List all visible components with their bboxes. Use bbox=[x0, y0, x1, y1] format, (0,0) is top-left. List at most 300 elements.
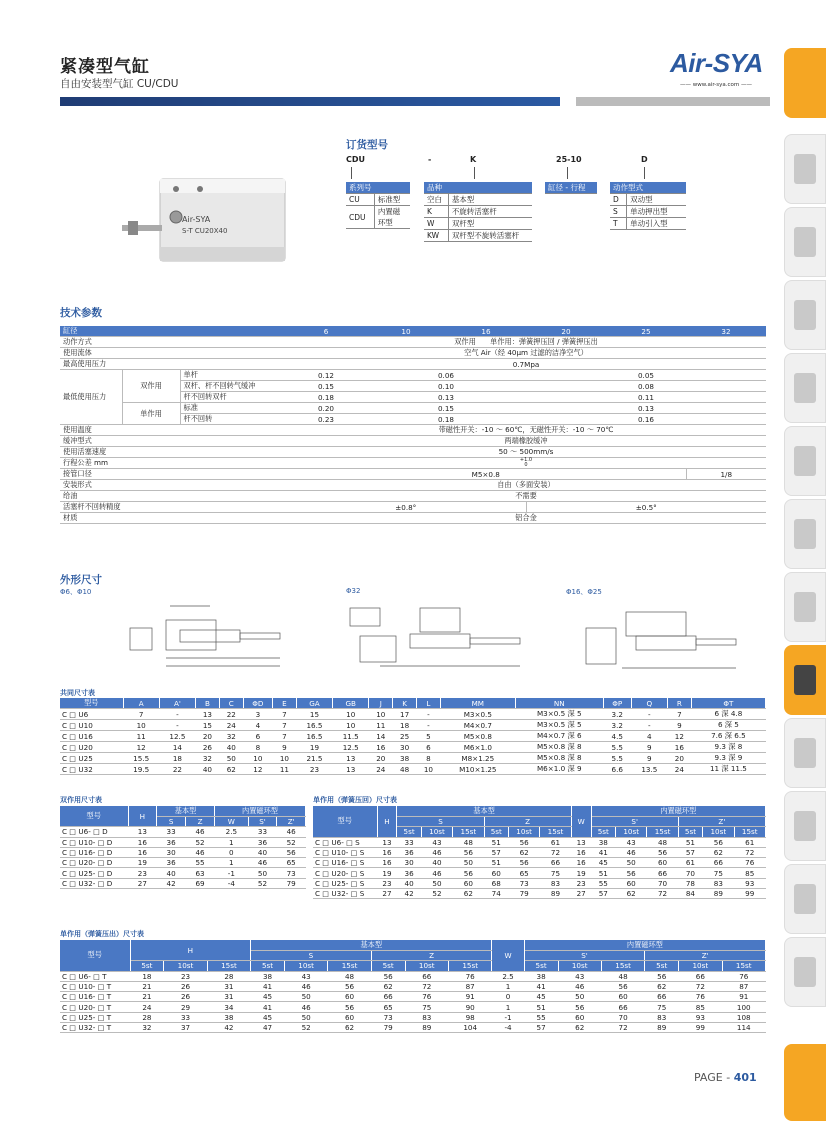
table-cell: - bbox=[159, 709, 195, 720]
table-cell: 5st bbox=[591, 827, 615, 837]
table-cell: 52 bbox=[186, 837, 215, 847]
table-cell: C □ U10- □ D bbox=[60, 837, 128, 847]
order-cell: 双杆型 bbox=[448, 218, 532, 230]
table-cell: 48 bbox=[601, 971, 644, 981]
table-cell: 60 bbox=[328, 992, 371, 1002]
table-row bbox=[60, 742, 766, 753]
table-cell: 51 bbox=[484, 837, 508, 847]
sidebar-category-tabs bbox=[784, 134, 826, 1010]
table-cell: 27 bbox=[377, 889, 397, 899]
table-cell: R bbox=[667, 698, 691, 709]
singleS-dims-table bbox=[313, 806, 766, 899]
table-cell: -1 bbox=[215, 868, 249, 878]
tech-row-label: 接管口径 bbox=[60, 469, 286, 480]
table-cell: 33 bbox=[397, 837, 421, 847]
table-cell: 50 bbox=[284, 1012, 327, 1022]
sidebar-tab-valve[interactable] bbox=[784, 353, 826, 423]
double-dims-table bbox=[60, 806, 306, 889]
table-cell: 23 bbox=[571, 878, 591, 888]
header-cell: 基本型 bbox=[157, 806, 215, 817]
table-cell: 5st bbox=[397, 827, 421, 837]
diagram-label-32: Φ32 bbox=[346, 587, 361, 595]
table-cell: 42 bbox=[207, 1023, 250, 1033]
table-cell: 13 bbox=[196, 709, 220, 720]
table-cell: - bbox=[417, 709, 441, 720]
order-cell: KW bbox=[424, 230, 448, 242]
table-cell: 62 bbox=[371, 981, 405, 991]
order-cell: 单动引入型 bbox=[627, 218, 686, 230]
tech-row-value: 0.16 bbox=[526, 414, 766, 425]
table-cell: 10 bbox=[243, 753, 272, 764]
table-row bbox=[313, 837, 766, 847]
table-cell: 30 bbox=[397, 858, 421, 868]
table-row bbox=[60, 1002, 766, 1012]
tech-row-label: 杆不回转双杆 bbox=[180, 392, 286, 403]
table-cell: 29 bbox=[164, 1002, 207, 1012]
table-cell: 22 bbox=[219, 709, 243, 720]
tech-row-value: 0.11 bbox=[526, 392, 766, 403]
table-cell: 22 bbox=[159, 764, 195, 775]
table-cell: 40 bbox=[219, 742, 243, 753]
table-cell: 16 bbox=[377, 858, 397, 868]
table-cell: 72 bbox=[405, 981, 448, 991]
table-cell: 10st bbox=[508, 827, 539, 837]
table-cell: 40 bbox=[397, 878, 421, 888]
tech-row-value: 两端橡胶缓冲 bbox=[286, 436, 766, 447]
table-cell: 37 bbox=[164, 1023, 207, 1033]
table-cell: 15st bbox=[207, 961, 250, 971]
table-cell: C □ U32- □ T bbox=[60, 1023, 130, 1033]
header-cell: H bbox=[130, 940, 251, 961]
table-cell: 24 bbox=[130, 1002, 164, 1012]
table-cell: 73 bbox=[371, 1012, 405, 1022]
table-cell: 17 bbox=[393, 709, 417, 720]
tech-row-value: M5×0.8 bbox=[286, 469, 686, 480]
table-cell: 43 bbox=[284, 971, 327, 981]
table-cell: 7 bbox=[273, 709, 297, 720]
table-cell: 89 bbox=[703, 889, 734, 899]
tech-row-label: 最高使用压力 bbox=[60, 359, 286, 370]
tech-row-label: 杆不回转 bbox=[180, 414, 286, 425]
table-cell: M4×0.7 bbox=[440, 720, 515, 731]
table-cell: C □ U16- □ S bbox=[313, 858, 377, 868]
order-series-table bbox=[346, 182, 410, 229]
table-cell: 85 bbox=[734, 868, 765, 878]
table-cell: 55 bbox=[186, 858, 215, 868]
tech-header-cell: 缸径 bbox=[60, 326, 286, 337]
tech-row-value: 0.18 bbox=[366, 414, 526, 425]
table-cell: 56 bbox=[277, 847, 306, 857]
order-series-header: 系列号 bbox=[346, 182, 410, 194]
order-cell: D bbox=[610, 194, 627, 206]
sidebar-tab-regulator[interactable] bbox=[784, 280, 826, 350]
tech-row-value: 1/8 bbox=[686, 469, 766, 480]
table-cell: 56 bbox=[558, 1002, 601, 1012]
table-cell: C □ U6- □ T bbox=[60, 971, 130, 981]
table-cell: 10 bbox=[123, 720, 159, 731]
table-cell: 10 bbox=[369, 709, 393, 720]
table-cell: ΦD bbox=[243, 698, 272, 709]
sidebar-tab-filter[interactable] bbox=[784, 134, 826, 204]
sidebar-tab-elbow[interactable] bbox=[784, 791, 826, 861]
header-cell: Z bbox=[484, 817, 571, 827]
table-cell: 16 bbox=[369, 742, 393, 753]
tech-row-value: 0.06 bbox=[366, 370, 526, 381]
table-cell: 33 bbox=[164, 1012, 207, 1022]
table-cell: 16 bbox=[571, 847, 591, 857]
table-cell: -1 bbox=[492, 1012, 524, 1022]
table-cell: 60 bbox=[453, 878, 484, 888]
table-row bbox=[60, 720, 766, 731]
table-cell: 9 bbox=[273, 742, 297, 753]
tech-row-label: 给油 bbox=[60, 491, 286, 502]
tech-row-label: 安装形式 bbox=[60, 480, 286, 491]
silencer-icon bbox=[794, 884, 816, 914]
table-cell: 63 bbox=[186, 868, 215, 878]
table-cell: 10st bbox=[421, 827, 452, 837]
accessory-icon bbox=[794, 957, 816, 987]
table-cell: 70 bbox=[601, 1012, 644, 1022]
table-cell: 47 bbox=[251, 1023, 285, 1033]
order-code-dash: - bbox=[428, 155, 432, 164]
table-cell: 46 bbox=[616, 847, 647, 857]
table-cell: C □ U6- □ D bbox=[60, 827, 128, 837]
table-cell: C □ U16- □ T bbox=[60, 992, 130, 1002]
order-tick bbox=[351, 167, 352, 179]
table-cell: 19 bbox=[571, 868, 591, 878]
table-cell: 76 bbox=[679, 992, 722, 1002]
table-cell: 9 bbox=[667, 720, 691, 731]
order-variety-table bbox=[424, 182, 532, 242]
header-cell: W bbox=[215, 817, 249, 827]
table-cell: 61 bbox=[678, 858, 702, 868]
header-cell: S' bbox=[591, 817, 678, 827]
table-cell: 55 bbox=[524, 1012, 558, 1022]
table-cell: 52 bbox=[248, 878, 277, 888]
table-cell: 5 bbox=[417, 731, 441, 742]
table-cell: 38 bbox=[393, 753, 417, 764]
sidebar-tab-solenoid[interactable] bbox=[784, 426, 826, 496]
table-cell: C □ U25- □ D bbox=[60, 868, 128, 878]
table-cell: 14 bbox=[159, 742, 195, 753]
tech-row-label: 单杆 bbox=[180, 370, 286, 381]
table-cell: 45 bbox=[251, 992, 285, 1002]
table-cell: 70 bbox=[678, 868, 702, 878]
table-row bbox=[313, 868, 766, 878]
table-cell: 11.5 bbox=[333, 731, 369, 742]
table-cell: 93 bbox=[734, 878, 765, 888]
table-cell: 42 bbox=[157, 878, 186, 888]
table-cell: 51 bbox=[591, 868, 615, 878]
table-cell: 74 bbox=[484, 889, 508, 899]
tech-row-value: 0.05 bbox=[526, 370, 766, 381]
table-cell: M3×0.5 bbox=[440, 709, 515, 720]
sidebar-tab-silencer[interactable] bbox=[784, 864, 826, 934]
lubricator-icon bbox=[794, 227, 816, 257]
order-tick bbox=[474, 167, 475, 179]
table-cell: 40 bbox=[196, 764, 220, 775]
table-cell: 21.5 bbox=[296, 753, 332, 764]
table-cell: 46 bbox=[186, 847, 215, 857]
table-row bbox=[60, 847, 306, 857]
table-cell: 20 bbox=[667, 753, 691, 764]
tech-row-label: 缓冲型式 bbox=[60, 436, 286, 447]
table-cell: 43 bbox=[558, 971, 601, 981]
table-cell: 16 bbox=[667, 742, 691, 753]
page-prefix: PAGE - bbox=[694, 1071, 734, 1084]
header-cell: 基本型 bbox=[251, 940, 492, 951]
table-cell: 5st bbox=[524, 961, 558, 971]
table-row bbox=[60, 837, 306, 847]
table-cell: E bbox=[273, 698, 297, 709]
table-cell: 9 bbox=[631, 742, 667, 753]
table-cell: - bbox=[159, 720, 195, 731]
table-cell: 66 bbox=[645, 992, 679, 1002]
table-cell: 93 bbox=[679, 1012, 722, 1022]
table-cell: 1 bbox=[215, 858, 249, 868]
table-cell: 89 bbox=[540, 889, 571, 899]
table-cell: 89 bbox=[645, 1023, 679, 1033]
table-cell: 57 bbox=[678, 847, 702, 857]
page-subtitle: 自由安装型气缸 CU/CDU bbox=[60, 78, 179, 90]
table-cell: 6 深 5 bbox=[691, 720, 765, 731]
sidebar-tab-gripper[interactable] bbox=[784, 572, 826, 642]
table-cell: 7 bbox=[273, 720, 297, 731]
header-cell: S' bbox=[248, 817, 277, 827]
table-cell: 52 bbox=[421, 889, 452, 899]
tech-row-label: 使用温度 bbox=[60, 425, 286, 436]
table-cell: 13 bbox=[333, 764, 369, 775]
table-cell: C □ U25 bbox=[60, 753, 123, 764]
table-cell: 51 bbox=[678, 837, 702, 847]
table-cell: 36 bbox=[397, 847, 421, 857]
elbow-icon bbox=[794, 811, 816, 841]
page-number-value: 401 bbox=[733, 1071, 757, 1084]
table-cell: 56 bbox=[328, 981, 371, 991]
table-cell: 60 bbox=[328, 1012, 371, 1022]
tech-row-label: 双作用 bbox=[122, 370, 180, 403]
sidebar-tab-fitting[interactable] bbox=[784, 718, 826, 788]
table-cell: C □ U32- □ S bbox=[313, 889, 377, 899]
header-cell: W bbox=[571, 806, 591, 837]
singleT-caption: 单作用（弹簧压出）尺寸表 bbox=[60, 930, 144, 938]
table-cell: 76 bbox=[448, 971, 491, 981]
table-cell: 32 bbox=[196, 753, 220, 764]
table-row bbox=[60, 731, 766, 742]
table-cell: MM bbox=[440, 698, 515, 709]
table-cell: 66 bbox=[405, 971, 448, 981]
table-cell: C □ U20 bbox=[60, 742, 123, 753]
tech-row-value: 0.13 bbox=[366, 392, 526, 403]
table-cell: 56 bbox=[616, 868, 647, 878]
table-cell: C □ U10- □ T bbox=[60, 981, 130, 991]
tech-header-cell: 10 bbox=[366, 326, 446, 337]
tech-row-value: 不需要 bbox=[286, 491, 766, 502]
table-row bbox=[313, 878, 766, 888]
table-cell: 41 bbox=[251, 1002, 285, 1012]
tech-row-value bbox=[286, 458, 766, 469]
table-cell: 33 bbox=[248, 827, 277, 837]
table-cell: 16.5 bbox=[296, 731, 332, 742]
table-cell: 42 bbox=[397, 889, 421, 899]
table-cell: 18 bbox=[159, 753, 195, 764]
header-cell: 型号 bbox=[313, 806, 377, 837]
table-cell: 26 bbox=[164, 981, 207, 991]
table-cell: 65 bbox=[371, 1002, 405, 1012]
table-cell: 2.5 bbox=[492, 971, 524, 981]
diagram-label-16-25: Φ16、Φ25 bbox=[566, 588, 602, 596]
table-cell: 57 bbox=[524, 1023, 558, 1033]
tech-row-value: 0.20 bbox=[286, 403, 366, 414]
sidebar-tab-lubricator[interactable] bbox=[784, 207, 826, 277]
table-cell: 61 bbox=[540, 837, 571, 847]
sidebar-tab-cylinder[interactable] bbox=[784, 645, 826, 715]
table-cell: 34 bbox=[207, 1002, 250, 1012]
header-cell: 型号 bbox=[60, 806, 128, 827]
table-cell: 13 bbox=[377, 837, 397, 847]
table-cell: 60 bbox=[647, 858, 678, 868]
table-row bbox=[60, 971, 766, 981]
table-cell: Q bbox=[631, 698, 667, 709]
page-number bbox=[694, 1071, 757, 1084]
tech-row-value: ±0.5° bbox=[526, 502, 766, 513]
header-cell: S bbox=[397, 817, 484, 827]
table-cell: 2.5 bbox=[215, 827, 249, 837]
table-cell: 15 bbox=[196, 720, 220, 731]
table-cell: C □ U10- □ S bbox=[313, 847, 377, 857]
order-code-bore: 25-10 bbox=[556, 155, 582, 164]
dimension-drawing-32 bbox=[340, 598, 540, 678]
table-cell: 56 bbox=[601, 981, 644, 991]
table-cell: 15 bbox=[296, 709, 332, 720]
table-cell: 108 bbox=[722, 1012, 765, 1022]
table-cell: 56 bbox=[647, 847, 678, 857]
tech-row-value: 铝合金 bbox=[286, 513, 766, 524]
table-cell: 7 bbox=[123, 709, 159, 720]
table-cell: 13 bbox=[128, 827, 157, 837]
table-cell: 0 bbox=[492, 992, 524, 1002]
table-cell: 66 bbox=[601, 1002, 644, 1012]
table-cell: 31 bbox=[207, 981, 250, 991]
header-cell: Z bbox=[371, 951, 492, 961]
order-title: 订货型号 bbox=[346, 139, 388, 151]
order-action-table bbox=[610, 182, 686, 230]
table-cell: 65 bbox=[508, 868, 539, 878]
brand-url: —— www.air-sya.com —— bbox=[680, 82, 753, 88]
sidebar-tab-top[interactable] bbox=[784, 48, 826, 118]
table-cell: 72 bbox=[734, 847, 765, 857]
table-cell: 41 bbox=[524, 981, 558, 991]
table-cell: 型号 bbox=[60, 698, 123, 709]
header-cell: H bbox=[377, 806, 397, 837]
table-cell: 68 bbox=[484, 878, 508, 888]
table-cell: 11 bbox=[369, 720, 393, 731]
table-row bbox=[60, 1023, 766, 1033]
table-cell: 0 bbox=[215, 847, 249, 857]
order-cell: S bbox=[610, 206, 627, 218]
tech-header-cell: 20 bbox=[526, 326, 606, 337]
table-cell: M6×1.0 深 9 bbox=[515, 764, 603, 775]
order-tick bbox=[567, 167, 568, 179]
table-cell: 56 bbox=[453, 847, 484, 857]
table-row bbox=[60, 981, 766, 991]
table-cell: 12 bbox=[667, 731, 691, 742]
solenoid-icon bbox=[794, 446, 816, 476]
table-cell: 7.6 深 6.5 bbox=[691, 731, 765, 742]
table-cell: M8×1.25 bbox=[440, 753, 515, 764]
table-cell: 15st bbox=[448, 961, 491, 971]
tech-row-value: 0.15 bbox=[366, 403, 526, 414]
table-cell: M3×0.5 深 5 bbox=[515, 709, 603, 720]
table-cell: 60 bbox=[558, 1012, 601, 1022]
table-cell: M3×0.5 深 5 bbox=[515, 720, 603, 731]
table-cell: 3.2 bbox=[603, 720, 631, 731]
table-cell: 87 bbox=[722, 981, 765, 991]
order-cell: CU bbox=[346, 194, 374, 206]
tech-params-table bbox=[60, 326, 766, 524]
table-cell: 15st bbox=[734, 827, 765, 837]
product-label-brand: Air-SYA bbox=[182, 215, 211, 224]
product-label-model: S-T CU20X40 bbox=[182, 227, 228, 235]
table-row bbox=[60, 709, 766, 720]
sidebar-tab-manifold[interactable] bbox=[784, 499, 826, 569]
tol-upper: +1.0 bbox=[519, 457, 533, 464]
table-cell: 89 bbox=[405, 1023, 448, 1033]
table-cell: C □ U32 bbox=[60, 764, 123, 775]
table-cell: 3.2 bbox=[603, 709, 631, 720]
table-cell: 16 bbox=[128, 847, 157, 857]
table-cell: 62 bbox=[328, 1023, 371, 1033]
header-cell: S' bbox=[524, 951, 645, 961]
tech-row-label: 使用流体 bbox=[60, 348, 286, 359]
table-cell: 51 bbox=[524, 1002, 558, 1012]
table-row bbox=[60, 764, 766, 775]
table-cell: 10 bbox=[333, 709, 369, 720]
order-cell: 空白 bbox=[424, 194, 448, 206]
table-header-row bbox=[60, 698, 766, 709]
table-cell: 75 bbox=[703, 868, 734, 878]
table-cell: 16 bbox=[377, 847, 397, 857]
table-cell: M5×0.8 深 8 bbox=[515, 742, 603, 753]
table-cell: B bbox=[196, 698, 220, 709]
table-cell: 12.5 bbox=[333, 742, 369, 753]
table-cell: 87 bbox=[448, 981, 491, 991]
table-cell: 6 深 4.8 bbox=[691, 709, 765, 720]
table-cell: 23 bbox=[164, 971, 207, 981]
table-cell: 45 bbox=[251, 1012, 285, 1022]
tech-row-label: 最低使用压力 bbox=[60, 370, 122, 425]
table-cell: 5.5 bbox=[603, 742, 631, 753]
sidebar-tab-bottom[interactable] bbox=[784, 1044, 826, 1121]
table-row bbox=[313, 858, 766, 868]
tech-row-label: 使用活塞速度 bbox=[60, 447, 286, 458]
table-row bbox=[60, 858, 306, 868]
table-cell: 13 bbox=[333, 753, 369, 764]
table-cell: 46 bbox=[284, 981, 327, 991]
cylinder-product-image bbox=[122, 167, 302, 272]
table-cell: C □ U6- □ S bbox=[313, 837, 377, 847]
header-cell: W bbox=[492, 940, 524, 971]
table-cell: 4 bbox=[243, 720, 272, 731]
table-cell: 98 bbox=[448, 1012, 491, 1022]
filter-icon bbox=[794, 154, 816, 184]
table-cell: 72 bbox=[647, 889, 678, 899]
tech-row-label: 双杆、杆不回转气缓冲 bbox=[180, 381, 286, 392]
table-cell: C bbox=[219, 698, 243, 709]
sidebar-tab-accessory[interactable] bbox=[784, 937, 826, 1007]
header-cell: Z' bbox=[678, 817, 765, 827]
brand-logo: Air-SYA bbox=[670, 48, 763, 78]
